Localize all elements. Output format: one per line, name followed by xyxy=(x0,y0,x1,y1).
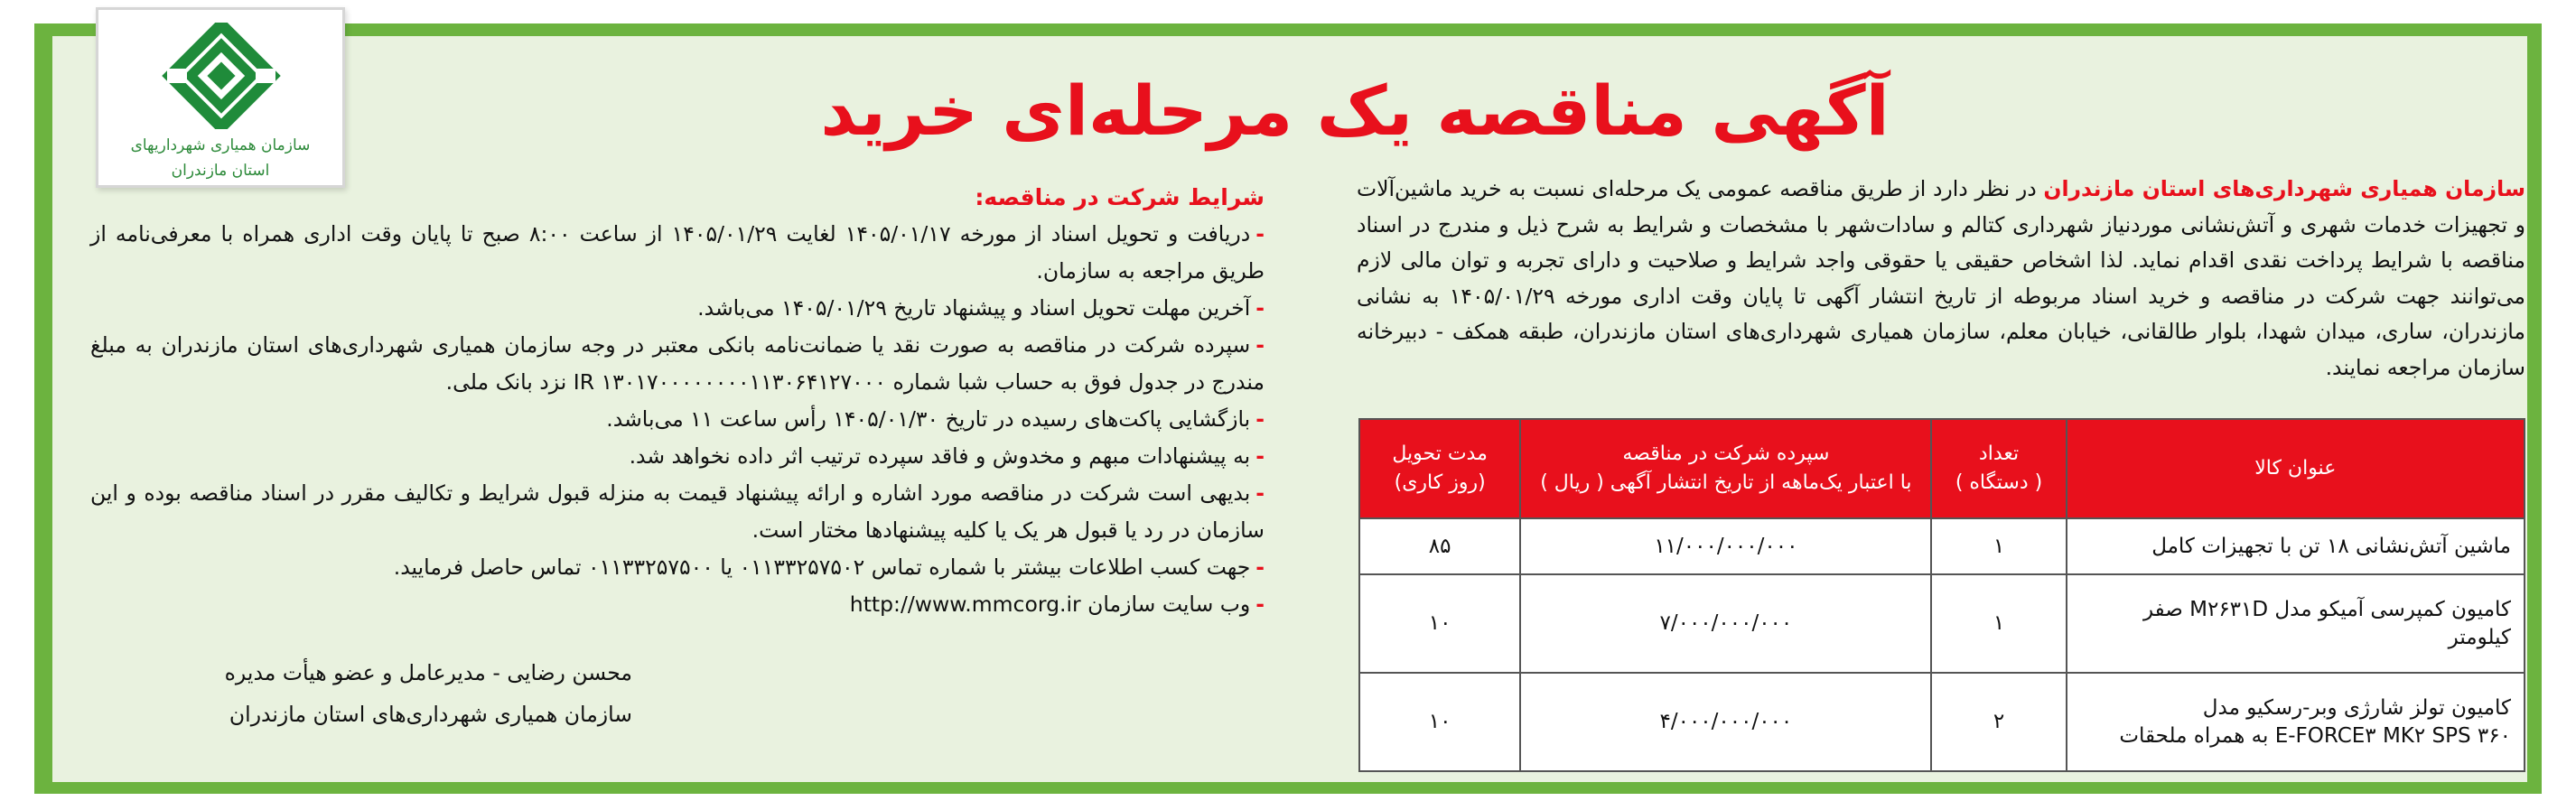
item-delivery-days: ۱۰ xyxy=(1359,574,1520,673)
table-header-row xyxy=(1359,419,2525,518)
table-row xyxy=(1359,574,2525,673)
item-quantity: ۱ xyxy=(1931,574,2066,673)
logo-card xyxy=(96,7,345,188)
signatory-name: محسن رضایی - مدیرعامل و عضو هیأت مدیره xyxy=(224,660,632,685)
item-deposit: ۷/۰۰۰/۰۰۰/۰۰۰ xyxy=(1520,574,1931,673)
header-item-name: عنوان کالا xyxy=(2067,419,2525,518)
item-delivery-days: ۸۵ xyxy=(1359,518,1520,574)
intro-text: در نظر دارد از طریق مناقصه عمومی یک مرحله‌ای نسبت به خرید ماشین‌آلات و تجهیزات خدمات شهری و آتش‌نشانی موردنیاز شهرداری کتالم و سادات‌شهر با مشخصات و شرایط به شرح ذیل و مندرج در اسناد مناقصه با شرایط پرداخت نقدی اقدام نماید. لذا اشخاص حقیقی یا حقوقی واجد شرایط و صلاحیت و دارای تجربه و توان مالی لازم می‌توانند جهت شرکت در مناقصه و خرید اسناد مربوطه از تاریخ انتشار آگهی تا پایان وقت اداری مورخه ۱۴۰۵/۰۱/۲۹ به نشانی مازندران، ساری، میدان شهدا، بلوار طالقانی، خیابان معلم، سازمان همیاری شهرداری‌های استان مازندران، طبقه همکف - دبیرخانه سازمان مراجعه نمایند. xyxy=(1357,176,2525,380)
conditions-list xyxy=(90,216,1265,623)
logo-text-line2: استان مازندران xyxy=(171,162,270,180)
intro-paragraph xyxy=(1357,172,2525,386)
item-quantity: ۲ xyxy=(1931,673,2066,771)
item-name: ماشین آتش‌نشانی ۱۸ تن با تجهیزات کامل xyxy=(2067,518,2525,574)
table-row xyxy=(1359,518,2525,574)
signature-block xyxy=(90,652,632,735)
item-deposit: ۴/۰۰۰/۰۰۰/۰۰۰ xyxy=(1520,673,1931,771)
list-item: -وب سایت سازمان http://www.mmcorg.ir xyxy=(849,591,1265,617)
list-item: -آخرین مهلت تحویل اسناد و پیشنهاد تاریخ ۱۴۰۵/۰۱/۲۹ می‌باشد. xyxy=(697,295,1265,321)
website-link[interactable]: وب سایت سازمان http://www.mmcorg.ir xyxy=(849,591,1251,617)
items-table xyxy=(1358,418,2525,772)
organization-logo-icon xyxy=(162,23,281,129)
organization-name: سازمان همیاری شهرداری‌های استان مازندران xyxy=(2043,176,2526,201)
header-delivery-days: مدت تحویل (روز کاری) xyxy=(1359,419,1520,518)
header-deposit: سپرده شرکت در مناقصه با اعتبار یک‌ماهه از تاریخ انتشار آگهی ( ریال ) xyxy=(1520,419,1931,518)
page-title: آگهی مناقصه یک مرحله‌ای خرید xyxy=(820,70,1890,151)
list-item: -جهت کسب اطلاعات بیشتر با شماره تماس ۰۱۱۳۳۲۵۷۵۰۲ یا ۰۱۱۳۳۲۵۷۵۰۰ تماس حاصل فرمایید. xyxy=(393,554,1265,580)
table-row xyxy=(1359,673,2525,771)
list-item: -به پیشنهادات مبهم و مخدوش و فاقد سپرده ترتیب اثر داده نخواهد شد. xyxy=(629,443,1265,469)
item-deposit: ۱۱/۰۰۰/۰۰۰/۰۰۰ xyxy=(1520,518,1931,574)
list-item: -دریافت و تحویل اسناد از مورخه ۱۴۰۵/۰۱/۱۷ لغایت ۱۴۰۵/۰۱/۲۹ از ساعت ۸:۰۰ صبح تا پایان وقت اداری همراه با معرفی‌نامه از طریق مراجعه به سازمان. xyxy=(90,221,1265,284)
conditions-section xyxy=(90,179,1265,623)
item-name: کامیون تولز شارژی وبر-رسکیو مدل E-FORCE۳ MK۲ SPS ۳۶۰ به همراه ملحقات xyxy=(2067,673,2525,771)
item-quantity: ۱ xyxy=(1931,518,2066,574)
item-delivery-days: ۱۰ xyxy=(1359,673,1520,771)
signatory-organization: سازمان همیاری شهرداری‌های استان مازندران xyxy=(229,702,632,727)
list-item: -بدیهی است شرکت در مناقصه مورد اشاره و ارائه پیشنهاد قیمت به منزله قبول شرایط و تکالیف مقرر در اسناد مناقصه بوده و این سازمان در رد یا قبول هر یک یا کلیه پیشنهادها مختار است. xyxy=(90,480,1265,543)
list-item: -سپرده شرکت در مناقصه به صورت نقد یا ضمانت‌نامه بانکی معتبر در وجه سازمان همیاری شهرداری‌های استان مازندران به مبلغ مندرج در جدول فوق به حساب شبا شماره IR ۱۳۰۱۷۰۰۰۰۰۰۰۰۱۱۳۰۶۴۱۲۷۰۰۰ نزد بانک ملی. xyxy=(90,332,1265,395)
logo-text-line1: سازمان همیاری شهرداریهای xyxy=(130,136,311,154)
conditions-title: شرایط شرکت در مناقصه: xyxy=(975,184,1265,210)
list-item: -بازگشایی پاکت‌های رسیده در تاریخ ۱۴۰۵/۰۱/۳۰ رأس ساعت ۱۱ می‌باشد. xyxy=(606,406,1265,432)
item-name: کامیون کمپرسی آمیکو مدل M۲۶۳۱D صفر کیلومتر xyxy=(2067,574,2525,673)
header-quantity: تعداد ( دستگاه ) xyxy=(1931,419,2066,518)
